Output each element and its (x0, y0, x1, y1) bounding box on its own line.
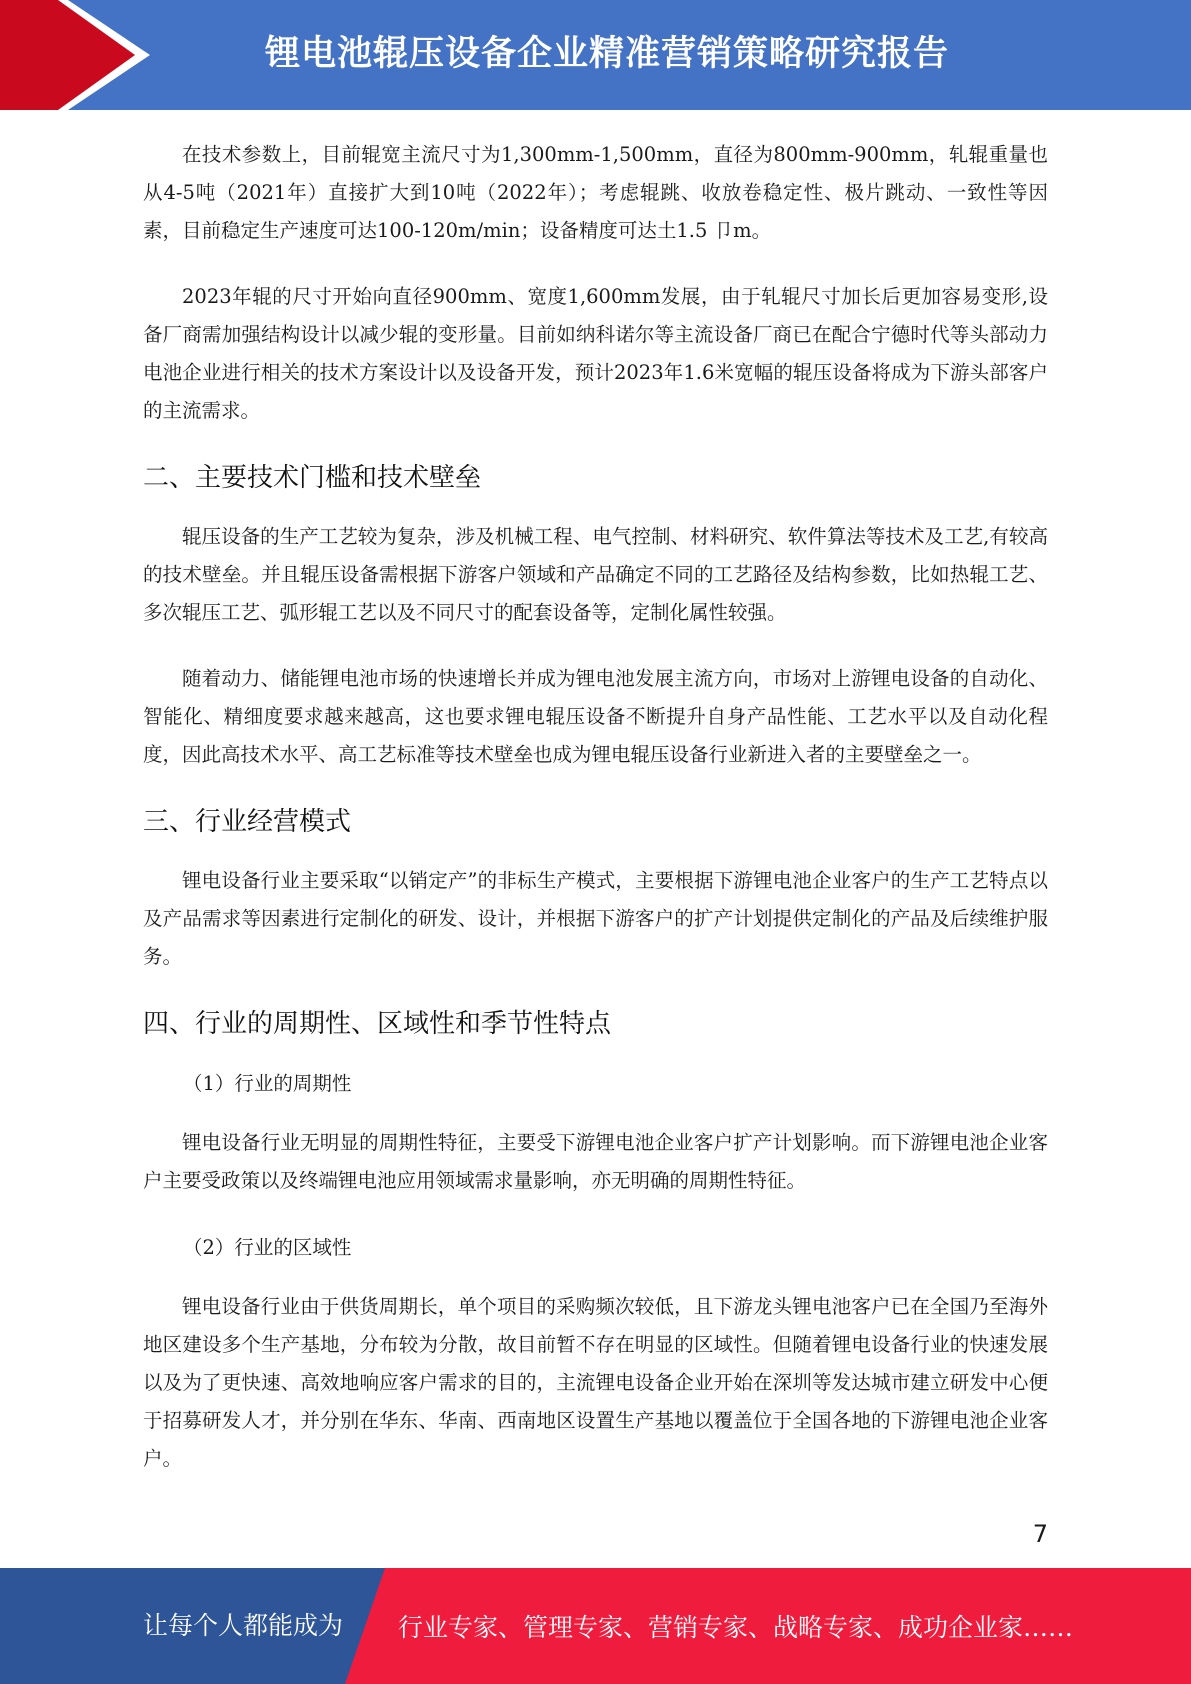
sub-heading-regionality: （2）行业的区域性 (183, 1236, 352, 1259)
footer-slogan-left: 让每个人都能成为 (143, 1611, 344, 1640)
paragraph-cyclicality: 锂电设备行业无明显的周期性特征，主要受下游锂电池企业客户扩产计划影响。而下游锂电池企业客户主要受政策以及终端锂电池应用领域需求量影响，亦无明确的周期性特征。 (143, 1131, 1048, 1192)
header-red-arrow-shape (0, 0, 160, 110)
paragraph-process-complexity: 辊压设备的生产工艺较为复杂，涉及机械工程、电气控制、材料研究、软件算法等技术及工艺,有较高的技术壁垒。并且辊压设备需根据下游客户领域和产品确定不同的工艺路径及结构参数，比如热辊工艺、多次辊压工艺、弧形辊工艺以及不同尺寸的配套设备等，定制化属性较强。 (143, 525, 1048, 624)
section-heading-business-model: 三、行业经营模式 (143, 807, 352, 837)
section-heading-tech-barriers: 二、主要技术门槛和技术壁垒 (143, 463, 482, 493)
footer-slogan-right: 行业专家、管理专家、营销专家、战略专家、成功企业家…… (398, 1613, 1074, 1642)
paragraph-2023-trend: 2023年辊的尺寸开始向直径900mm、宽度1,600mm发展，由于轧辊尺寸加长后更加容易变形,设备厂商需加强结构设计以减少辊的变形量。目前如纳科诺尔等主流设备厂商已在配合宁德时代等头部动力电池企业进行相关的技术方案设计以及设备开发，预计2023年1.6米宽幅的辊压设备将成为下游头部客户的主流需求。 (143, 285, 1048, 422)
page-header (0, 0, 1191, 110)
paragraph-market-demand: 随着动力、储能锂电池市场的快速增长并成为锂电池发展主流方向，市场对上游锂电设备的自动化、智能化、精细度要求越来越高，这也要求锂电辊压设备不断提升自身产品性能、工艺水平以及自动化程度，因此高技术水平、高工艺标准等技术壁垒也成为锂电辊压设备行业新进入者的主要壁垒之一。 (143, 667, 1048, 766)
paragraph-regionality: 锂电设备行业由于供货周期长，单个项目的采购频次较低，且下游龙头锂电池客户已在全国乃至海外地区建设多个生产基地，分布较为分散，故目前暂不存在明显的区域性。但随着锂电设备行业的快速发展以及为了更快速、高效地响应客户需求的目的，主流锂电设备企业开始在深圳等发达城市建立研发中心便于招募研发人才，并分别在华东、华南、西南地区设置生产基地以覆盖位于全国各地的下游锂电池企业客户。 (143, 1295, 1048, 1470)
section-heading-industry-characteristics: 四、行业的周期性、区域性和季节性特点 (143, 1009, 612, 1039)
document-body (143, 136, 1048, 1506)
document-title: 锂电池辊压设备企业精准营销策略研究报告 (265, 34, 950, 74)
sub-heading-cyclicality: （1）行业的周期性 (183, 1072, 352, 1095)
page-number: 7 (1032, 1520, 1048, 1548)
paragraph-tech-params: 在技术参数上，目前辊宽主流尺寸为1,300mm-1,500mm，直径为800mm-900mm，轧辊重量也从4-5吨（2021年）直接扩大到10吨（2022年）；考虑辊跳、收放卷稳定性、极片跳动、一致性等因素，目前稳定生产速度可达100-120m/min；设备精度可达土1.5 卩m。 (143, 143, 1048, 242)
page-footer (0, 1568, 1191, 1684)
paragraph-business-model: 锂电设备行业主要采取“以销定产”的非标生产模式，主要根据下游锂电池企业客户的生产工艺特点以及产品需求等因素进行定制化的研发、设计，并根据下游客户的扩产计划提供定制化的产品及后续维护服务。 (143, 869, 1048, 968)
